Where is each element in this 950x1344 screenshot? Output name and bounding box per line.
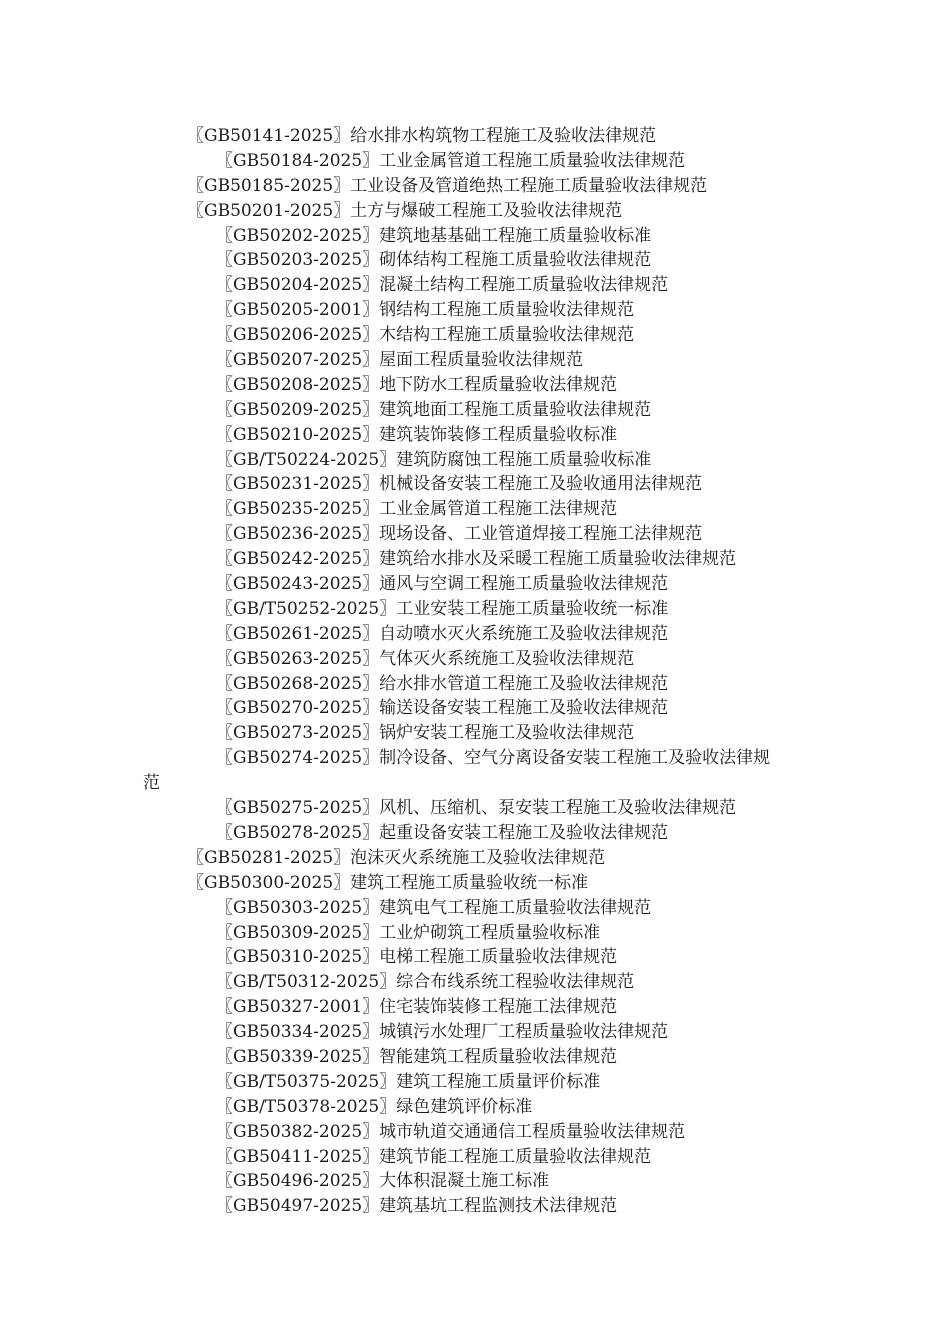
list-item: 〖GB50206-2025〗木结构工程施工质量验收法律规范	[216, 325, 635, 346]
list-item: 〖GB50185-2025〗工业设备及管道绝热工程施工质量验收法律规范	[187, 175, 708, 196]
list-item: 〖GB/T50312-2025〗综合布线系统工程验收法律规范	[216, 972, 635, 993]
list-item: 〖GB/T50252-2025〗工业安装工程施工质量验收统一标准	[216, 598, 669, 619]
list-item: 〖GB50497-2025〗建筑基坑工程监测技术法律规范	[216, 1196, 618, 1217]
list-item: 〖GB50141-2025〗给水排水构筑物工程施工及验收法律规范	[187, 126, 657, 146]
list-item-continuation: 范	[143, 773, 160, 794]
list-item: 〖GB50270-2025〗输送设备安装工程施工及验收法律规范	[216, 698, 669, 719]
list-item: 〖GB50231-2025〗机械设备安装工程施工及验收通用法律规范	[216, 474, 703, 495]
list-item: 〖GB50273-2025〗锅炉安装工程施工及验收法律规范	[216, 723, 635, 744]
list-item: 〖GB50327-2001〗住宅装饰装修工程施工法律规范	[216, 997, 618, 1018]
list-item: 〖GB50382-2025〗城市轨道交通通信工程质量验收法律规范	[216, 1121, 686, 1142]
list-item: 〖GB50261-2025〗自动喷水灭火系统施工及验收法律规范	[216, 623, 669, 644]
list-item: 〖GB/T50224-2025〗建筑防腐蚀工程施工质量验收标准	[216, 449, 652, 470]
list-item: 〖GB/T50375-2025〗建筑工程施工质量评价标准	[216, 1071, 601, 1092]
list-item: 〖GB50309-2025〗工业炉砌筑工程质量验收标准	[216, 922, 601, 943]
list-item: 〖GB50202-2025〗建筑地基基础工程施工质量验收标准	[216, 225, 652, 246]
list-item: 〖GB50275-2025〗风机、压缩机、泵安装工程施工及验收法律规范	[216, 798, 737, 819]
list-item: 〖GB50411-2025〗建筑节能工程施工质量验收法律规范	[216, 1146, 652, 1167]
list-item: 〖GB50236-2025〗现场设备、工业管道焊接工程施工法律规范	[216, 524, 703, 545]
list-item: 〖GB50268-2025〗给水排水管道工程施工及验收法律规范	[216, 673, 669, 694]
list-item: 〖GB50210-2025〗建筑装饰装修工程质量验收标准	[216, 424, 618, 445]
list-item: 〖GB50278-2025〗起重设备安装工程施工及验收法律规范	[216, 822, 669, 843]
list-item: 〖GB50204-2025〗混凝土结构工程施工质量验收法律规范	[216, 275, 669, 296]
list-item: 〖GB50303-2025〗建筑电气工程施工质量验收法律规范	[216, 897, 652, 918]
list-item: 〖GB50207-2025〗屋面工程质量验收法律规范	[216, 350, 584, 371]
list-item: 〖GB50235-2025〗工业金属管道工程施工法律规范	[216, 499, 618, 520]
list-item: 〖GB50243-2025〗通风与空调工程施工质量验收法律规范	[216, 574, 669, 595]
list-item: 〖GB50208-2025〗地下防水工程质量验收法律规范	[216, 374, 618, 395]
list-item: 〖GB50203-2025〗砌体结构工程施工质量验收法律规范	[216, 250, 652, 271]
list-item: 〖GB50209-2025〗建筑地面工程施工质量验收法律规范	[216, 399, 652, 420]
list-item: 〖GB50339-2025〗智能建筑工程质量验收法律规范	[216, 1046, 618, 1067]
list-item: 〖GB50281-2025〗泡沫灭火系统施工及验收法律规范	[187, 847, 606, 868]
list-item: 〖GB50496-2025〗大体积混凝土施工标准	[216, 1171, 550, 1192]
list-item: 〖GB50300-2025〗建筑工程施工质量验收统一标准	[187, 872, 589, 893]
list-item: 〖GB50242-2025〗建筑给水排水及采暖工程施工质量验收法律规范	[216, 549, 737, 570]
list-item: 〖GB50184-2025〗工业金属管道工程施工质量验收法律规范	[216, 150, 686, 171]
list-item: 〖GB50334-2025〗城镇污水处理厂工程质量验收法律规范	[216, 1022, 669, 1043]
list-item: 〖GB50201-2025〗土方与爆破工程施工及验收法律规范	[187, 200, 623, 221]
list-item: 〖GB50205-2001〗钢结构工程施工质量验收法律规范	[216, 300, 635, 321]
list-item: 〖GB50274-2025〗制冷设备、空气分离设备安装工程施工及验收法律规	[216, 748, 771, 769]
list-item: 〖GB50263-2025〗气体灭火系统施工及验收法律规范	[216, 648, 635, 669]
list-item: 〖GB/T50378-2025〗绿色建筑评价标准	[216, 1096, 533, 1117]
standards-list	[0, 124, 950, 1219]
list-item: 〖GB50310-2025〗电梯工程施工质量验收法律规范	[216, 947, 618, 968]
